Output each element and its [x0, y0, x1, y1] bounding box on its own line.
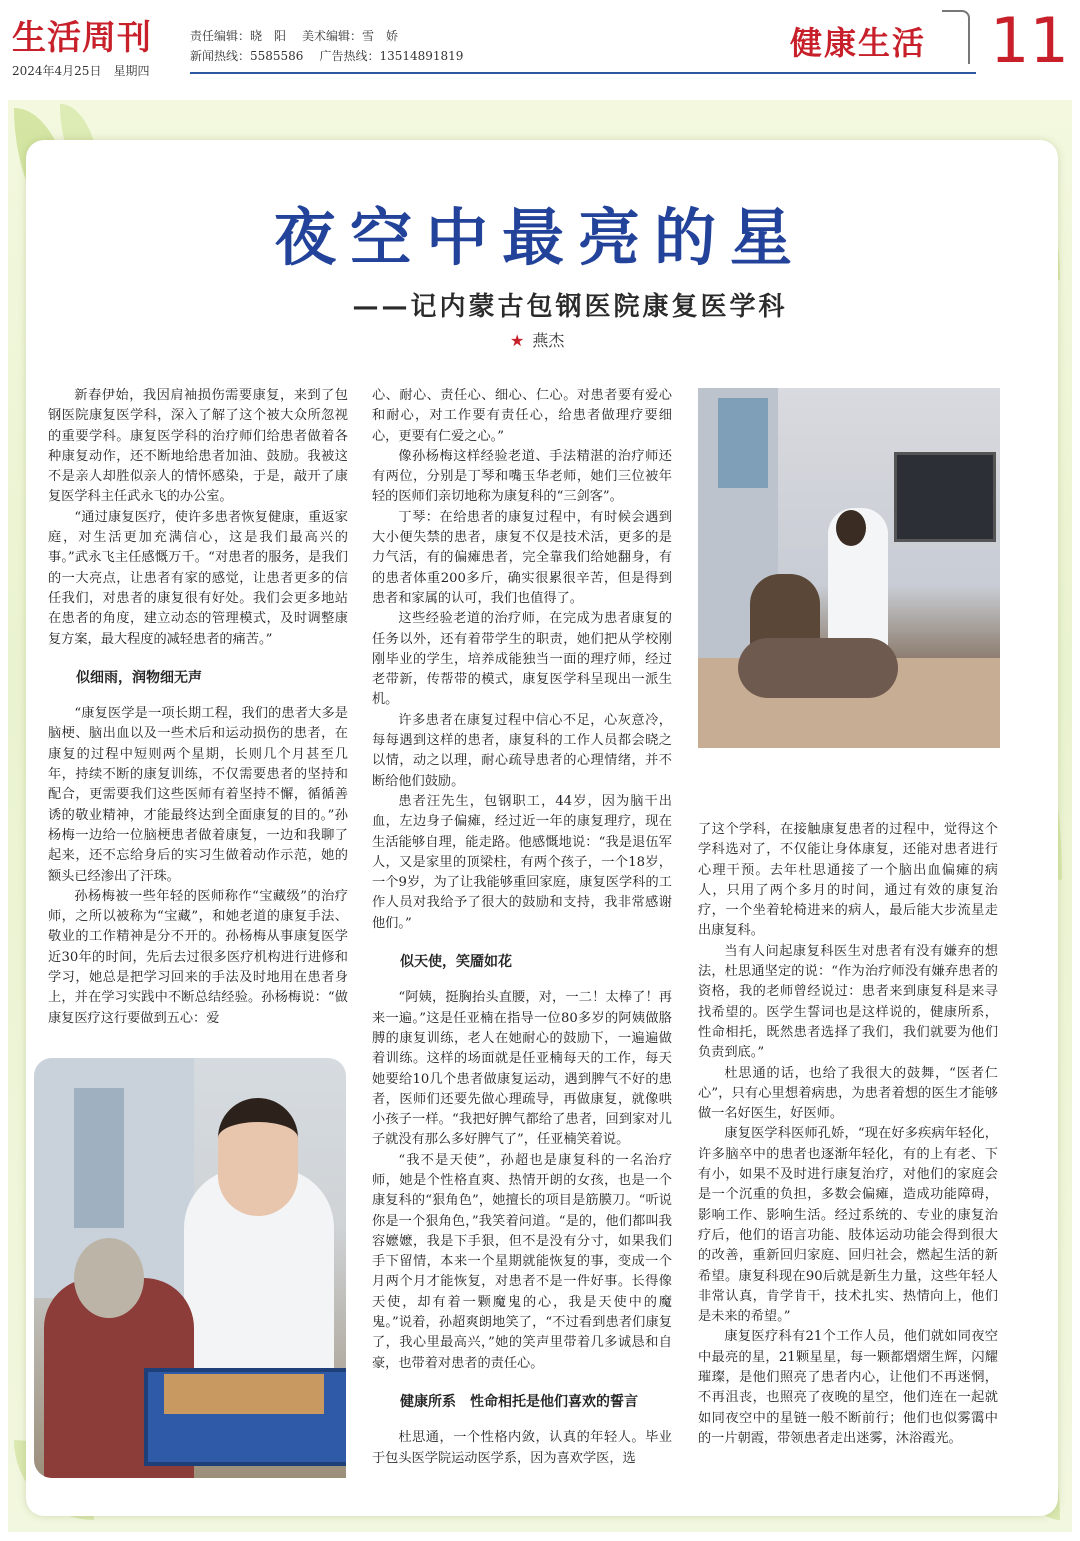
patient-head [74, 1238, 144, 1318]
masthead: 生活周刊 [12, 18, 152, 58]
column-1 [48, 386, 348, 1029]
column-3 [698, 820, 998, 1449]
paragraph: 杜思通，一个性格内敛，认真的年轻人。毕业于包头医学院运动医学系，因为喜欢学医，选 [372, 1430, 672, 1466]
column-2 [372, 386, 672, 1469]
section-name: 健康生活 [790, 24, 927, 62]
section-heading: 似细雨，润物细无声 [76, 669, 202, 686]
editor: 责任编辑：晓 阳 [190, 29, 287, 43]
byline [510, 328, 564, 351]
wood-blocks [164, 1374, 324, 1414]
paragraph: 新春伊始，我因肩袖损伤需要康复，来到了包钢医院康复医学科，深入了解了这个被大众所忽视的重要学科。康复医学科的治疗师们给患者做着各种康复动作，还不断地给患者加油、鼓励。我被这不是亲人却胜似亲人的情怀感染，于是，敲开了康复医学科主任武永飞的办公室。 [48, 388, 348, 505]
paragraph: 丁琴：在给患者的康复过程中，有时候会遇到大小便失禁的患者，康复不仅是技术活，更多的是力气活，有的偏瘫患者，完全靠我们给她翻身，有的患者体重200多斤，确实很累很辛苦，但是得到患者和家属的认可，我们也值得了。 [372, 509, 672, 606]
paragraph: 杜思通的话，也给了我很大的鼓舞，“医者仁心”，只有心里想着病患，为患者着想的医生才能够做一名好医生，好医师。 [698, 1065, 998, 1122]
paragraph: 了这个学科，在接触康复患者的过程中，觉得这个学科选对了，不仅能让身体康复，还能对患者进行心理干预。去年杜思通接了一个脑出血偏瘫的病人，只用了两个多月的时间，通过有效的康复治疗，一个坐着轮椅进来的病人，最后能大步流星走出康复科。 [698, 822, 998, 939]
editor-info [190, 26, 479, 66]
header-rule [190, 72, 976, 74]
paragraph: 孙杨梅被一些年轻的医师称作“宝藏级”的治疗师，之所以被称为“宝藏”，和她老道的康复手法、敬业的工作精神是分不开的。孙杨梅从事康复医学近30年的时间，先后去过很多医疗机构进行进修和学习，她总是把学习回来的手法及时地用在患者身上，并在学习实践中不断总结经验。孙杨梅说：“做康复医疗这行要做到五心：爱 [48, 888, 348, 1026]
paragraph: 像孙杨梅这样经验老道、手法精湛的治疗师还有两位，分别是丁琴和嘴玉华老师，她们三位被年轻的医师们亲切地称为康复科的“三剑客”。 [372, 448, 672, 505]
news-hotline: 新闻热线：5585586 [190, 49, 304, 63]
window [718, 398, 768, 488]
paragraph: 康复医学科医师孔娇，“现在好多疾病年轻化，许多脑卒中的患者也逐渐年轻化，有的上有老、下有小，如果不及时进行康复治疗，对他们的家庭会是一个沉重的负担，多数会偏瘫，造成功能障碍，影响工作、影响生活。经过系统的、专业的康复治疗后，他们的语言功能、肢体运动功能会得到很大的改善，重新回归家庭、回归社会，燃起生活的新希望。康复科现在90后就是新生力量，这些年轻人非常认真，肯学肯干，技术扎实、热情向上，他们是未来的希望。” [698, 1126, 998, 1325]
paragraph: “阿姨，挺胸抬头直腰，对，一二！太棒了！再来一遍。”这是任亚楠在指导一位80多岁的阿姨做胳膊的康复训练，老人在她耐心的鼓励下，一遍遍做着训练。这样的场面就是任亚楠每天的工作，每天她要给10几个患者做康复运动，遇到脾气不好的患者，医师们还要先做心理疏导，再做康复，就像哄小孩子一样。“我把好脾气都给了患者，回到家对儿子就没有那么多好脾气了”，任亚楠笑着说。 [372, 990, 672, 1148]
paragraph: 这些经验老道的治疗师，在完成为患者康复的任务以外，还有着带学生的职责，她们把从学校刚刚毕业的学生，培养成能独当一面的理疗师，经过老带新，传帮带的模式，康复医学科呈现出一派生机。 [372, 611, 672, 708]
rehab-photo-hand-training [34, 1058, 346, 1478]
article-subtitle: ——记内蒙古包钢医院康复医学科 [352, 292, 788, 322]
star-icon: ★ [510, 331, 525, 350]
paragraph: 心、耐心、责任心、细心、仁心。对患者要有爱心和耐心，对工作要有责任心，给患者做理疗要细心，更要有仁爱之心。” [372, 388, 672, 444]
section-bracket [942, 10, 970, 64]
therapist-head [836, 510, 866, 546]
tv-screen [894, 452, 996, 542]
publication-date: 2024年4月25日 星期四 [12, 64, 150, 78]
patient-figure [738, 638, 898, 698]
section-heading: 似天使，笑靥如花 [400, 954, 512, 971]
article-title: 夜空中最亮的星 [273, 201, 806, 274]
paragraph: 当有人问起康复科医生对患者有没有嫌弃的想法，杜思通坚定的说：“作为治疗师没有嫌弃患者的资格，我的老师曾经说过：患者来到康复科是来寻找希望的。医学生誓词也是这样说的，健康所系，性命相托，既然患者选择了我们，我们就要为他们负责到底。” [698, 943, 998, 1061]
paragraph: “通过康复医疗，使许多患者恢复健康，重返家庭，对生活更加充满信心，这是我们最高兴的事。”武永飞主任感慨万千。“对患者的服务，是我们的一大亮点，让患者有家的感觉，让患者更多的信任我们，对患者的康复很有好处。我们会更多地站在患者的角度，建立动态的管理模式，及时调整康复方案，最大程度的减轻患者的痛苦。” [48, 509, 348, 647]
paragraph: 许多患者在康复过程中信心不足，心灰意冷，每每遇到这样的患者，康复科的工作人员都会晓之以情，动之以理，耐心疏导患者的心理情绪，并不断给他们鼓励。 [372, 712, 672, 789]
art-editor: 美术编辑：雪 娇 [302, 29, 399, 43]
paragraph: 康复医疗科有21个工作人员，他们就如同夜空中最亮的星，21颗星星，每一颗都熠熠生辉，闪耀璀璨，是他们照亮了患者内心，让他们不再迷惘，不再沮丧，也照亮了夜晚的星空，他们连在一起就如同夜空中的星链一般不断前行；他们也似雾霭中的一片朝霞，带领患者走出迷雾，沐浴霞光。 [698, 1329, 998, 1446]
author: 燕杰 [532, 331, 565, 350]
rehab-photo-therapy-bed [698, 388, 1000, 748]
paragraph: “我不是天使”，孙超也是康复科的一名治疗师，她是个性格直爽、热情开朗的女孩，也是一个康复科的“狠角色”，她擅长的项目是筋膜刀。“听说你是一个狠角色，”我笑着问道。“是的，他们都叫我容嬷嬷，我是下手狠，但不是没有分寸，如果我们手下留情，本来一个星期就能恢复的事，变成一个月两个月才能恢复，对患者不是一件好事。长得像天使，却有着一颗魔鬼的心，我是天使中的魔鬼。”说着，孙超爽朗地笑了，“不过看到患者们康复了，我心里最高兴，”她的笑声里带着几多诚恳和自豪，也带着对患者的责任心。 [372, 1152, 672, 1371]
therapist-head [218, 1098, 298, 1216]
paragraph: 患者汪先生，包钢职工，44岁，因为脑干出血，左边身子偏瘫，经过近一年的康复理疗，现在生活能够自理，能走路。他感慨地说：“我是退伍军人，又是家里的顶梁柱，有两个孩子，一个18岁，一个9岁，为了让我能够重回家庭，康复医学科的工作人员对我给予了很大的鼓励和支持，我非常感谢他们。” [372, 793, 672, 931]
paragraph: “康复医学是一项长期工程，我们的患者大多是脑梗、脑出血以及一些术后和运动损伤的患者，在康复的过程中短则两个星期，长则几个月甚至几年，持续不断的康复训练，不仅需要患者的坚持和配合，更需要我们这些医师有着坚持不懈，循循善诱的敬业精神，才能最终达到全面康复的目的。”孙杨梅一边给一位脑梗患者做着康复，一边和我聊了起来，还不忘给身后的实习生做着动作示范，她的额头已经渗出了汗珠。 [48, 706, 348, 884]
section-heading: 健康所系 性命相托是他们喜欢的誓言 [400, 1393, 638, 1410]
page-number: 11 [990, 4, 1069, 77]
ad-hotline: 广告热线：13514891819 [319, 49, 464, 63]
doorway [74, 1088, 124, 1228]
